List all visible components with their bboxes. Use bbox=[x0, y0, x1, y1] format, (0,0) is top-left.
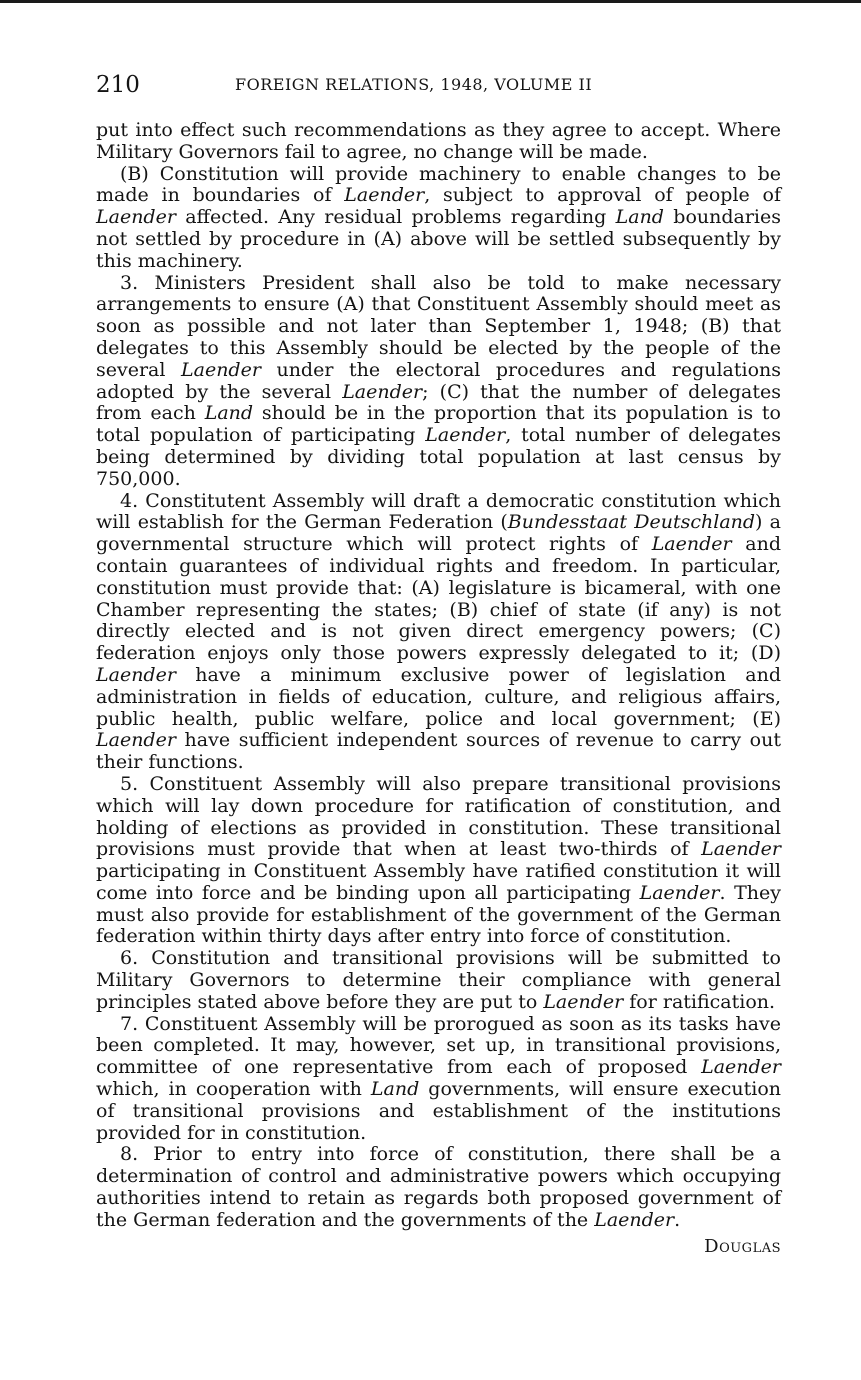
body-text bbox=[96, 120, 781, 1232]
italic-term: Land bbox=[204, 402, 254, 425]
text-run: should be in the proportion that its population is to total population of participating bbox=[96, 402, 781, 447]
text-run: participating in Constituent Assembly have ratified constitution it will come into force and be binding upon all participating bbox=[96, 860, 781, 904]
text-run: 3. Ministers President shall also be told to make necessary arrangements to ensure (A) that Constituent Assembly should meet as soon as possible and not later than September 1, 1948; (B) that delegates to this Assembly should be elected by the people of the several bbox=[96, 271, 781, 381]
text-run: 4. Constitutent Assembly will draft a democratic constitution which will establish for the German Federation ( bbox=[96, 489, 781, 534]
running-head: FOREIGN RELATIONS, 1948, VOLUME II bbox=[235, 75, 593, 94]
paragraph-5 bbox=[96, 774, 781, 948]
paragraph-6 bbox=[96, 948, 781, 1013]
italic-term: Laender bbox=[96, 206, 176, 229]
text-run: ) a governmental structure which will protect rights of bbox=[96, 511, 781, 556]
italic-term: Bundesstaat Deutschland bbox=[507, 511, 756, 534]
paragraph-b bbox=[96, 164, 781, 273]
text-run: 7. Constituent Assembly will be prorogued as soon as its tasks have been completed. It may, however, set up, in transitional provisions, committee of one representative from each of proposed bbox=[96, 1012, 781, 1079]
paragraph-8 bbox=[96, 1144, 781, 1231]
page-number: 210 bbox=[96, 72, 140, 98]
paragraph-4 bbox=[96, 491, 781, 774]
italic-term: Laender bbox=[701, 838, 781, 861]
text-run: , total number of delegates being determined by dividing total population at last census by 750,000. bbox=[96, 424, 781, 490]
top-border bbox=[0, 0, 861, 3]
italic-term: Laender bbox=[425, 424, 506, 447]
text-run: under the electoral procedures and regulations adopted by the several bbox=[96, 358, 782, 403]
paragraph-continuation bbox=[96, 120, 781, 164]
text-run: ; (C) that the number of delegates from each bbox=[96, 380, 781, 425]
italic-term: Laender bbox=[344, 184, 425, 207]
text-run: (B) Constitution will provide machinery to enable changes to be made in boundaries of bbox=[96, 162, 781, 207]
paragraph-3 bbox=[96, 273, 781, 491]
text-run: . bbox=[674, 1208, 681, 1231]
text-run: 5. Constituent Assembly will also prepare transitional provisions which will lay down procedure for ratification of constitution, and holding of elections as provided in constitution. These transitional provisions must provide that when at least two-thirds of bbox=[96, 772, 781, 861]
text-run: 8. Prior to entry into force of constitution, there shall be a determination of control and administrative powers which occupying authorities intend to retain as regards both proposed government of the German federation and the governments of the bbox=[96, 1143, 781, 1231]
text-run: put into effect such recommendations as they agree to accept. Where Military Governors fail to agree, no change will be made. bbox=[96, 119, 781, 163]
text-run: . They must also provide for establishment of the government of the German federation within thirty days after entry into force of constitution. bbox=[96, 881, 781, 948]
italic-term: Laender bbox=[651, 533, 732, 556]
italic-term: Laender bbox=[594, 1208, 675, 1231]
text-run: and contain guarantees of individual rights and freedom. In particular, constitution must provide that: (A) legislature is bicameral, with one Chamber representing the states; (B) chief of state (if any) is not directly elected and is not given direct emergency powers; (C) federation enjoys only those powers expressly delegated to it; (D) bbox=[96, 533, 781, 665]
text-run: , subject to approval of people of bbox=[424, 184, 781, 207]
text-run: which, in cooperation with bbox=[96, 1078, 371, 1101]
text-run: affected. Any residual problems regarding bbox=[175, 206, 616, 229]
italic-term: Laender bbox=[701, 1056, 781, 1079]
italic-term: Laender bbox=[181, 358, 261, 381]
text-run: have sufficient independent sources of revenue to carry out their functions. bbox=[96, 729, 781, 774]
text-run: governments, will ensure execution of transitional provisions and establishment of the institutions provided for in constitution. bbox=[96, 1078, 781, 1144]
signature: Douglas bbox=[704, 1236, 781, 1257]
italic-term: Land bbox=[370, 1078, 420, 1101]
text-run: for ratification. bbox=[623, 990, 776, 1013]
text-run: 6. Constitution and transitional provisions will be submitted to Military Governors to determine their compliance with general principles stated above before they are put to bbox=[96, 947, 781, 1013]
italic-term: Laender bbox=[342, 380, 423, 403]
text-run: have a minimum exclusive power of legislation and administration in fields of education, culture, and religious affairs, public health, public welfare, police and local government; (E) bbox=[96, 663, 781, 730]
italic-term: Laender bbox=[96, 663, 176, 686]
italic-term: Laender bbox=[543, 990, 624, 1013]
text-run: boundaries not settled by procedure in (A) above will be settled subsequently by this machinery. bbox=[96, 206, 781, 272]
paragraph-7 bbox=[96, 1014, 781, 1145]
italic-term: Land bbox=[615, 206, 664, 229]
page-header bbox=[96, 70, 781, 100]
italic-term: Laender bbox=[96, 729, 176, 752]
italic-term: Laender bbox=[639, 881, 720, 904]
